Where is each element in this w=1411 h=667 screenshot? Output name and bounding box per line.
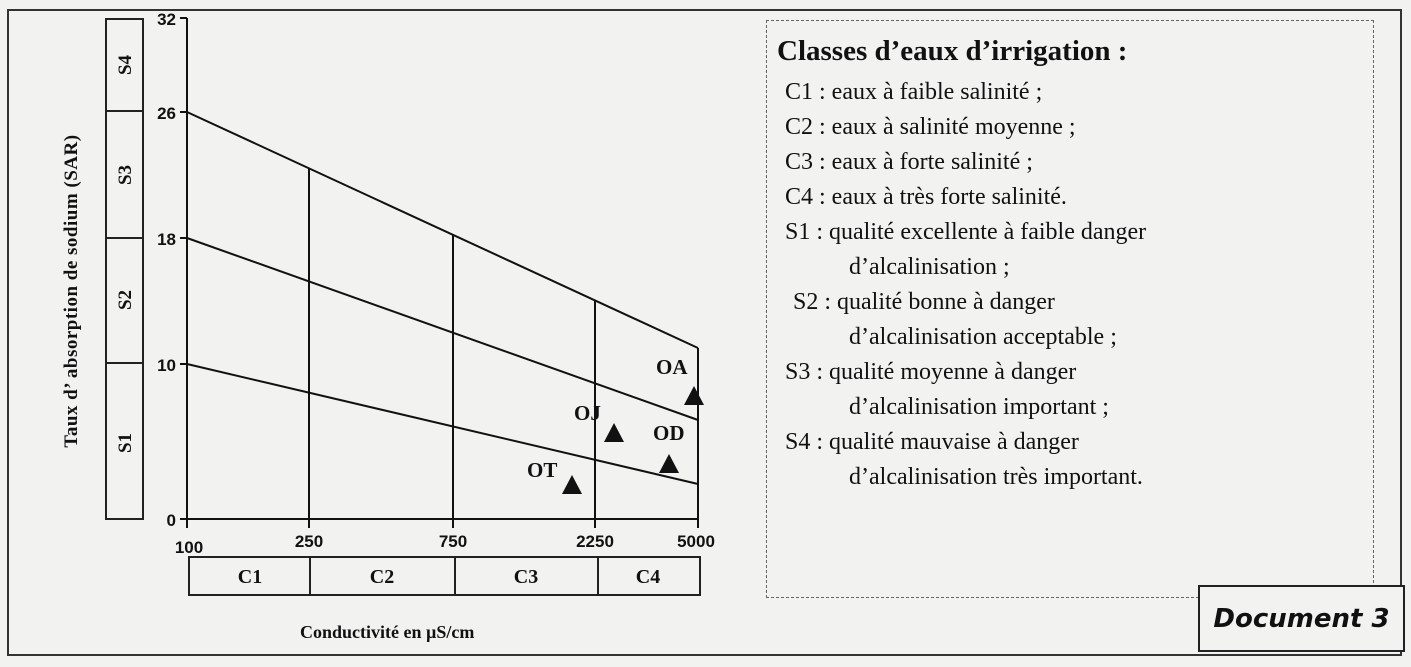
c2-label: C2 xyxy=(369,566,395,588)
x-axis-label: Conductivité en µS/cm xyxy=(300,622,475,642)
point-label-od: OD xyxy=(653,421,685,445)
legend-item-s2: S2 : qualité bonne à danger xyxy=(793,289,1055,315)
legend-item-s4-cont: d’alcalinisation très important. xyxy=(849,464,1143,490)
y-tick-18: 18 xyxy=(157,230,176,249)
legend-item-c1: C1 : eaux à faible salinité ; xyxy=(785,79,1043,105)
legend-item-s1-cont: d’alcalinisation ; xyxy=(849,254,1010,280)
axes xyxy=(180,18,698,528)
triangle-marker-oj xyxy=(604,423,624,442)
s4-label: S4 xyxy=(115,54,136,76)
c-class-row xyxy=(189,557,700,595)
document-badge: Document 3 xyxy=(1198,585,1405,652)
point-label-oj: OJ xyxy=(574,401,601,425)
triangle-marker-od xyxy=(659,454,679,473)
legend-item-c4: C4 : eaux à très forte salinité. xyxy=(785,184,1067,210)
legend-item-c3: C3 : eaux à forte salinité ; xyxy=(785,149,1033,175)
s2-label: S2 xyxy=(115,289,136,311)
y-tick-10: 10 xyxy=(157,356,176,375)
triangle-marker-ot xyxy=(562,475,582,494)
y-tick-32: 32 xyxy=(157,10,176,29)
y-tick-26: 26 xyxy=(157,104,176,123)
x-tick-100: 100 xyxy=(174,538,204,557)
legend-item-s2-cont: d’alcalinisation acceptable ; xyxy=(849,324,1117,350)
c1-label: C1 xyxy=(237,566,263,588)
y-tick-0: 0 xyxy=(166,511,176,530)
s3-label: S3 xyxy=(115,164,136,186)
x-tick-2250: 2250 xyxy=(576,532,614,551)
legend-item-c2: C2 : eaux à salinité moyenne ; xyxy=(785,114,1076,140)
point-label-oa: OA xyxy=(656,355,688,379)
legend-item-s1: S1 : qualité excellente à faible danger xyxy=(785,219,1147,245)
s1-label: S1 xyxy=(115,432,136,454)
y-axis-label: Taux d’ absorption de sodium (SAR) xyxy=(61,134,82,448)
legend-title: Classes d’eaux d’irrigation : xyxy=(777,35,1128,67)
legend-box xyxy=(766,20,1374,598)
c3-label: C3 xyxy=(513,566,539,588)
c4-label: C4 xyxy=(635,566,661,588)
legend-item-s3: S3 : qualité moyenne à danger xyxy=(785,359,1077,385)
x-tick-750: 750 xyxy=(438,532,468,551)
x-tick-5000: 5000 xyxy=(677,532,715,551)
legend-item-s4: S4 : qualité mauvaise à danger xyxy=(785,429,1079,455)
triangle-marker-oa xyxy=(684,386,704,405)
legend-item-s3-cont: d’alcalinisation important ; xyxy=(849,394,1109,420)
point-label-ot: OT xyxy=(527,458,558,482)
x-tick-250: 250 xyxy=(294,532,324,551)
